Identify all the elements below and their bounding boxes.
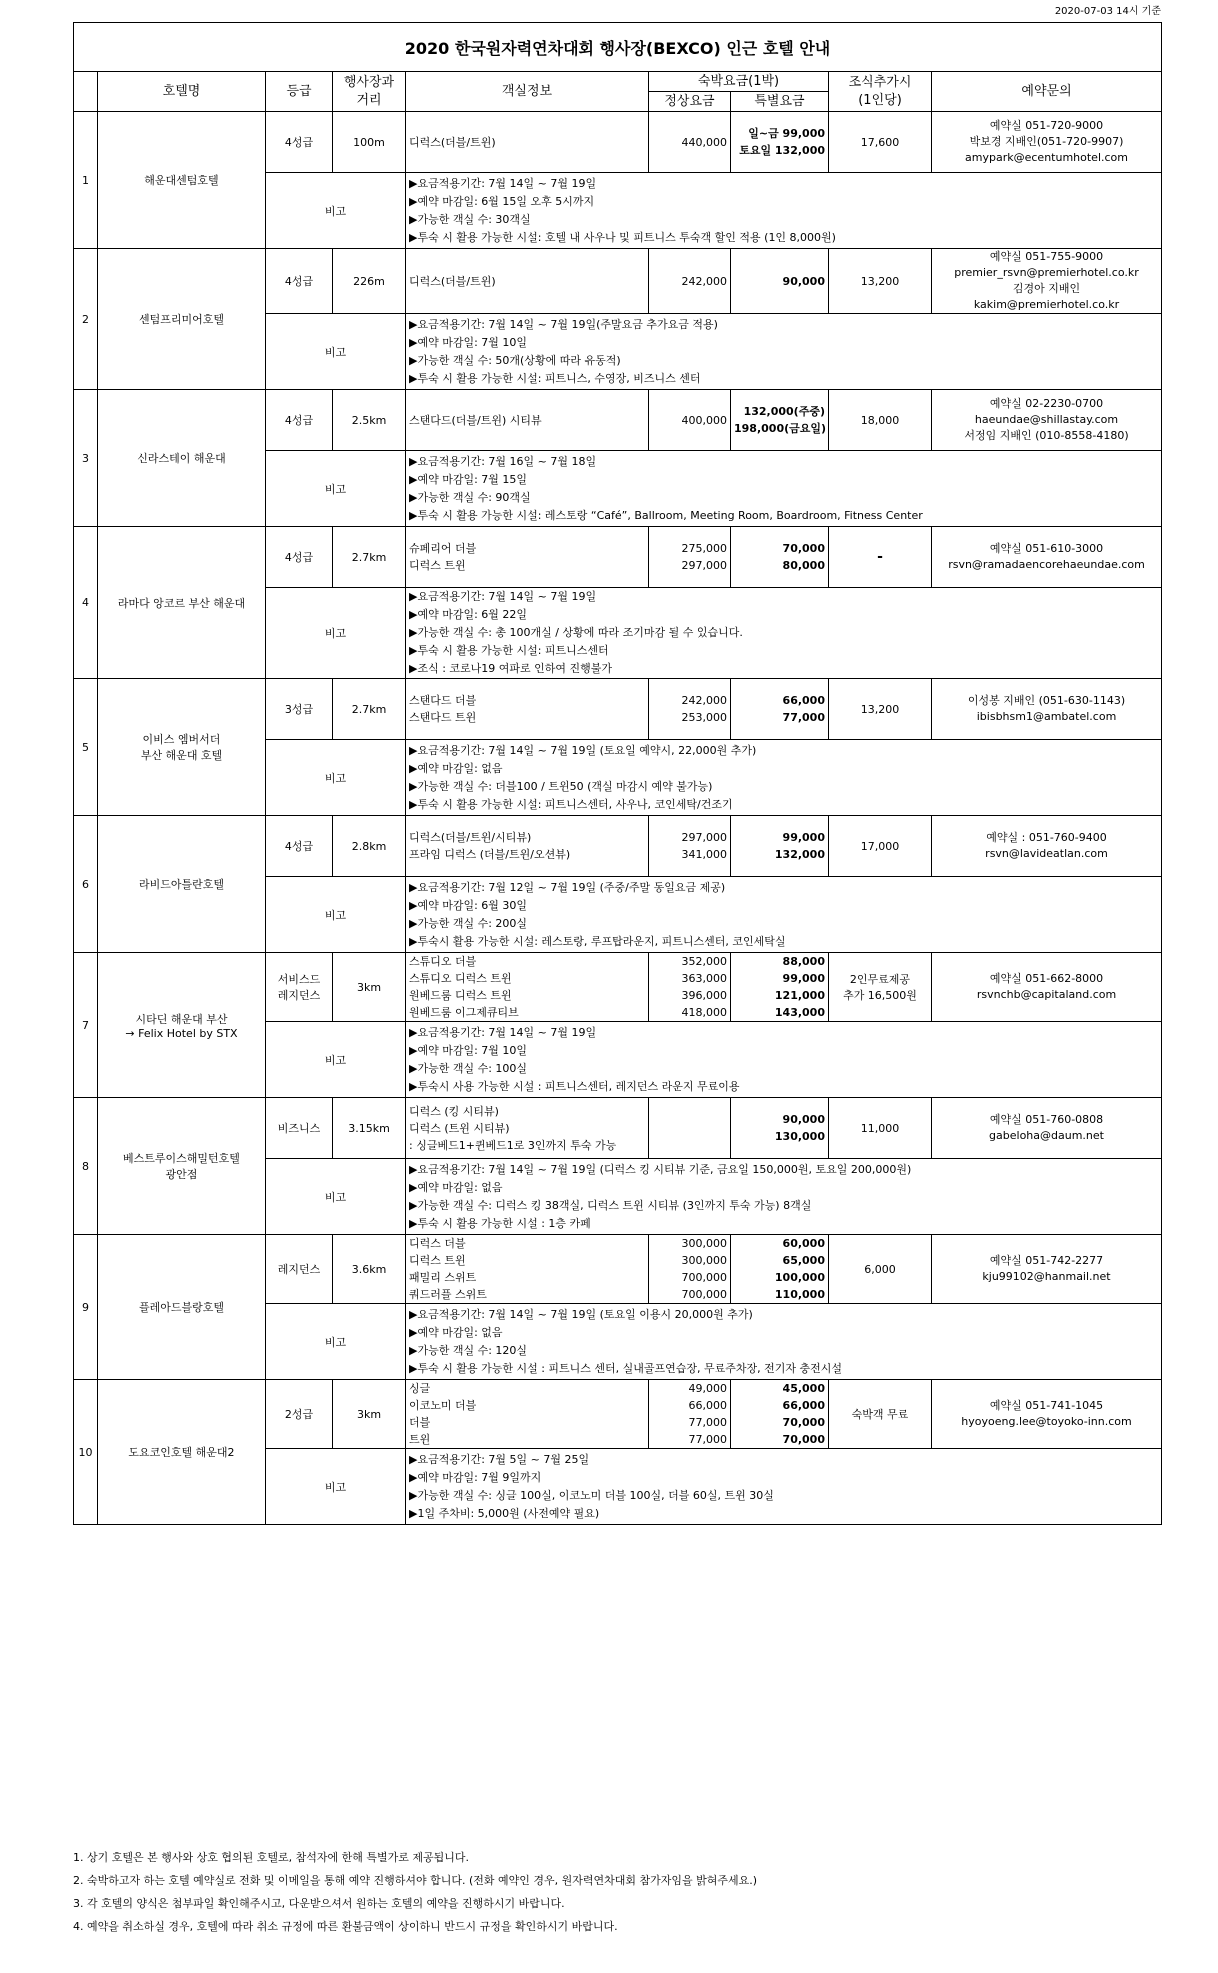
row-number: 3 bbox=[74, 390, 98, 527]
hotel-grade: 서비스드 레지던스 bbox=[266, 953, 333, 1022]
room-info: 디럭스(더블/트윈) bbox=[406, 249, 649, 314]
reservation-contact: 이성봉 지배인 (051-630-1143) ibisbhsm1@ambatel.com bbox=[932, 679, 1162, 740]
regular-rate: 242,000 bbox=[649, 249, 731, 314]
note-label: 비고 bbox=[266, 173, 406, 249]
special-rate: 90,000 130,000 bbox=[731, 1098, 829, 1159]
hotel-notes: ▶요금적용기간: 7월 14일 ~ 7월 19일 ▶예약 마감일: 6월 22일 ▶가능한 객실 수: 총 100개실 / 상황에 따라 조기마감 될 수 있습니다. ▶투숙 시 활용 가능한 시설: 피트니스센터 ▶조식 : 코로나19 여파로 인하여 진행불가 bbox=[406, 588, 1162, 679]
hotel-name: 센텀프리미어호텔 bbox=[98, 249, 266, 390]
hotel-grade: 4성급 bbox=[266, 527, 333, 588]
note-label: 비고 bbox=[266, 877, 406, 953]
footnote-item: 1. 상기 호텔은 본 행사와 상호 협의된 호텔로, 참석자에 한해 특별가로 제공됩니다. bbox=[73, 1851, 469, 1864]
table-row bbox=[74, 1098, 1162, 1159]
header-rooms: 객실정보 bbox=[406, 72, 649, 112]
hotel-distance: 3km bbox=[333, 953, 406, 1022]
note-label: 비고 bbox=[266, 451, 406, 527]
special-rate: 99,000 132,000 bbox=[731, 816, 829, 877]
regular-rate: 300,000 300,000 700,000 700,000 bbox=[649, 1235, 731, 1304]
header-inquiry: 예약문의 bbox=[932, 72, 1162, 112]
reservation-contact: 예약실 02-2230-0700 haeundae@shillastay.com 서정임 지배인 (010-8558-4180) bbox=[932, 390, 1162, 451]
row-number: 9 bbox=[74, 1235, 98, 1380]
breakfast-price: 13,200 bbox=[829, 679, 932, 740]
room-info: 스탠다드 더블 스탠다드 트윈 bbox=[406, 679, 649, 740]
footnotes bbox=[73, 1846, 757, 1938]
hotel-distance: 226m bbox=[333, 249, 406, 314]
hotel-name: 베스트루이스해밀턴호텔 광안점 bbox=[98, 1098, 266, 1235]
regular-rate: 275,000 297,000 bbox=[649, 527, 731, 588]
room-info: 디럭스 (킹 시티뷰) 디럭스 (트윈 시티뷰) : 싱글베드1+퀸베드1로 3인까지 투숙 가능 bbox=[406, 1098, 649, 1159]
hotel-distance: 2.5km bbox=[333, 390, 406, 451]
note-label: 비고 bbox=[266, 1022, 406, 1098]
hotel-grade: 2성급 bbox=[266, 1380, 333, 1449]
header-distance: 행사장과 거리 bbox=[333, 72, 406, 112]
table-row bbox=[74, 1380, 1162, 1449]
special-rate: 일~금 99,000 토요일 132,000 bbox=[731, 112, 829, 173]
row-number: 8 bbox=[74, 1098, 98, 1235]
page-title: 2020 한국원자력연차대회 행사장(BEXCO) 인근 호텔 안내 bbox=[74, 23, 1162, 72]
special-rate: 70,000 80,000 bbox=[731, 527, 829, 588]
row-number: 10 bbox=[74, 1380, 98, 1525]
hotel-name: 신라스테이 해운대 bbox=[98, 390, 266, 527]
hotel-notes: ▶요금적용기간: 7월 14일 ~ 7월 19일 ▶예약 마감일: 7월 10일 ▶가능한 객실 수: 100실 ▶투숙시 사용 가능한 시설 : 피트니스센터, 레지던스 라운지 무료이용 bbox=[406, 1022, 1162, 1098]
footnote-item: 3. 각 호텔의 양식은 첨부파일 확인해주시고, 다운받으셔서 원하는 호텔의 예약을 진행하시기 바랍니다. bbox=[73, 1897, 565, 1910]
row-number: 6 bbox=[74, 816, 98, 953]
special-rate: 88,000 99,000 121,000 143,000 bbox=[731, 953, 829, 1022]
hotel-grade: 4성급 bbox=[266, 249, 333, 314]
row-number: 5 bbox=[74, 679, 98, 816]
special-rate: 60,000 65,000 100,000 110,000 bbox=[731, 1235, 829, 1304]
reservation-contact: 예약실 051-662-8000 rsvnchb@capitaland.com bbox=[932, 953, 1162, 1022]
row-number: 2 bbox=[74, 249, 98, 390]
breakfast-price: 17,000 bbox=[829, 816, 932, 877]
date-stamp: 2020-07-03 14시 기준 bbox=[1054, 6, 1161, 17]
hotel-notes: ▶요금적용기간: 7월 14일 ~ 7월 19일 (토요일 예약시, 22,000원 추가) ▶예약 마감일: 없음 ▶가능한 객실 수: 더블100 / 트윈50 (객실 마감시 예약 불가능) ▶투숙 시 활용 가능한 시설: 피트니스센터, 사우나, 코인세탁/건조기 bbox=[406, 740, 1162, 816]
table-row bbox=[74, 112, 1162, 173]
breakfast-price: 2인무료제공 추가 16,500원 bbox=[829, 953, 932, 1022]
hotel-distance: 100m bbox=[333, 112, 406, 173]
room-info: 싱글 이코노미 더블 더블 트윈 bbox=[406, 1380, 649, 1449]
hotel-name: 이비스 엠버서더 부산 해운대 호텔 bbox=[98, 679, 266, 816]
header-special: 특별요금 bbox=[731, 92, 829, 112]
hotel-notes: ▶요금적용기간: 7월 16일 ~ 7월 18일 ▶예약 마감일: 7월 15일 ▶가능한 객실 수: 90객실 ▶투숙 시 활용 가능한 시설: 레스토랑 “Café”, Ballroom, Meeting Room, Boardroom, Fitness Center bbox=[406, 451, 1162, 527]
reservation-contact: 예약실 051-755-9000 premier_rsvn@premierhotel.co.kr 김경아 지배인 kakim@premierhotel.co.kr bbox=[932, 249, 1162, 314]
note-label: 비고 bbox=[266, 588, 406, 679]
reservation-contact: 예약실 051-741-1045 hyoyoeng.lee@toyoko-inn.com bbox=[932, 1380, 1162, 1449]
note-label: 비고 bbox=[266, 314, 406, 390]
hotel-grade: 4성급 bbox=[266, 816, 333, 877]
regular-rate bbox=[649, 1098, 731, 1159]
hotel-grade: 비즈니스 bbox=[266, 1098, 333, 1159]
special-rate: 66,000 77,000 bbox=[731, 679, 829, 740]
hotel-notes: ▶요금적용기간: 7월 5일 ~ 7월 25일 ▶예약 마감일: 7월 9일까지 ▶가능한 객실 수: 싱글 100실, 이코노미 더블 100실, 더블 60실, 트윈 30실 ▶1일 주차비: 5,000원 (사전예약 필요) bbox=[406, 1449, 1162, 1525]
hotel-name: 시타딘 해운대 부산 → Felix Hotel by STX bbox=[98, 953, 266, 1098]
regular-rate: 242,000 253,000 bbox=[649, 679, 731, 740]
hotel-name: 플레아드블랑호텔 bbox=[98, 1235, 266, 1380]
regular-rate: 440,000 bbox=[649, 112, 731, 173]
header-breakfast: 조식추가시 (1인당) bbox=[829, 72, 932, 112]
header-hotel: 호텔명 bbox=[98, 72, 266, 112]
hotel-name: 라마다 앙코르 부산 해운대 bbox=[98, 527, 266, 679]
table-row bbox=[74, 1235, 1162, 1304]
header-rate: 숙박요금(1박) bbox=[649, 72, 829, 92]
breakfast-price: 17,600 bbox=[829, 112, 932, 173]
row-number: 7 bbox=[74, 953, 98, 1098]
regular-rate: 49,000 66,000 77,000 77,000 bbox=[649, 1380, 731, 1449]
regular-rate: 297,000 341,000 bbox=[649, 816, 731, 877]
reservation-contact: 예약실 051-760-0808 gabeloha@daum.net bbox=[932, 1098, 1162, 1159]
row-number: 1 bbox=[74, 112, 98, 249]
hotel-table bbox=[73, 22, 1162, 1525]
special-rate: 132,000(주중) 198,000(금요일) bbox=[731, 390, 829, 451]
footnote-item: 2. 숙박하고자 하는 호텔 예약실로 전화 및 이메일을 통해 예약 진행하셔야 합니다. (전화 예약인 경우, 원자력연차대회 참가자임을 밝혀주세요.) bbox=[73, 1874, 758, 1887]
reservation-contact: 예약실 051-610-3000 rsvn@ramadaencorehaeundae.com bbox=[932, 527, 1162, 588]
table-row bbox=[74, 953, 1162, 1022]
reservation-contact: 예약실 051-742-2277 kju99102@hanmail.net bbox=[932, 1235, 1162, 1304]
table-row bbox=[74, 249, 1162, 314]
breakfast-price: 11,000 bbox=[829, 1098, 932, 1159]
hotel-notes: ▶요금적용기간: 7월 14일 ~ 7월 19일 ▶예약 마감일: 6월 15일 오후 5시까지 ▶가능한 객실 수: 30객실 ▶투숙 시 활용 가능한 시설: 호텔 내 사우나 및 피트니스 투숙객 할인 적용 (1인 8,000원) bbox=[406, 173, 1162, 249]
special-rate: 45,000 66,000 70,000 70,000 bbox=[731, 1380, 829, 1449]
room-info: 디럭스(더블/트윈) bbox=[406, 112, 649, 173]
table-row bbox=[74, 390, 1162, 451]
note-label: 비고 bbox=[266, 1449, 406, 1525]
table-row bbox=[74, 679, 1162, 740]
room-info: 슈페리어 더블 디럭스 트윈 bbox=[406, 527, 649, 588]
room-info: 디럭스 더블 디럭스 트윈 패밀리 스위트 쿼드러플 스위트 bbox=[406, 1235, 649, 1304]
breakfast-price: - bbox=[829, 527, 932, 588]
footnote-item: 4. 예약을 취소하실 경우, 호텔에 따라 취소 규정에 따른 환불금액이 상이하니 반드시 규정을 확인하시기 바랍니다. bbox=[73, 1920, 618, 1933]
hotel-distance: 2.8km bbox=[333, 816, 406, 877]
hotel-grade: 4성급 bbox=[266, 112, 333, 173]
hotel-name: 라비드아틀란호텔 bbox=[98, 816, 266, 953]
table-row bbox=[74, 816, 1162, 877]
note-label: 비고 bbox=[266, 740, 406, 816]
header-grade: 등급 bbox=[266, 72, 333, 112]
reservation-contact: 예약실 : 051-760-9400 rsvn@lavideatlan.com bbox=[932, 816, 1162, 877]
header-regular: 정상요금 bbox=[649, 92, 731, 112]
room-info: 스튜디오 더블 스튜디오 디럭스 트윈 원베드룸 디럭스 트윈 원베드룸 이그제큐티브 bbox=[406, 953, 649, 1022]
hotel-distance: 3km bbox=[333, 1380, 406, 1449]
breakfast-price: 13,200 bbox=[829, 249, 932, 314]
row-number: 4 bbox=[74, 527, 98, 679]
hotel-distance: 2.7km bbox=[333, 679, 406, 740]
hotel-notes: ▶요금적용기간: 7월 14일 ~ 7월 19일 (디럭스 킹 시티뷰 기준, 금요일 150,000원, 토요일 200,000원) ▶예약 마감일: 없음 ▶가능한 객실 수: 디럭스 킹 38객실, 디럭스 트윈 시티뷰 (3인까지 투숙 가능) 8객실 ▶투숙 시 활용 가능한 시설 : 1층 카페 bbox=[406, 1159, 1162, 1235]
room-info: 디럭스(더블/트윈/시티뷰) 프라임 디럭스 (더블/트윈/오션뷰) bbox=[406, 816, 649, 877]
hotel-distance: 3.6km bbox=[333, 1235, 406, 1304]
breakfast-price: 숙박객 무료 bbox=[829, 1380, 932, 1449]
hotel-notes: ▶요금적용기간: 7월 14일 ~ 7월 19일(주말요금 추가요금 적용) ▶예약 마감일: 7월 10일 ▶가능한 객실 수: 50개(상황에 따라 유동적) ▶투숙 시 활용 가능한 시설: 피트니스, 수영장, 비즈니스 센터 bbox=[406, 314, 1162, 390]
note-label: 비고 bbox=[266, 1159, 406, 1235]
note-label: 비고 bbox=[266, 1304, 406, 1380]
hotel-notes: ▶요금적용기간: 7월 12일 ~ 7월 19일 (주중/주말 동일요금 제공) ▶예약 마감일: 6월 30일 ▶가능한 객실 수: 200실 ▶투숙시 활용 가능한 시설: 레스토랑, 루프탑라운지, 피트니스센터, 코인세탁실 bbox=[406, 877, 1162, 953]
breakfast-price: 18,000 bbox=[829, 390, 932, 451]
hotel-grade: 레지던스 bbox=[266, 1235, 333, 1304]
hotel-grade: 4성급 bbox=[266, 390, 333, 451]
reservation-contact: 예약실 051-720-9000 박보경 지배인(051-720-9907) amypark@ecentumhotel.com bbox=[932, 112, 1162, 173]
hotel-grade: 3성급 bbox=[266, 679, 333, 740]
table-row bbox=[74, 527, 1162, 588]
hotel-distance: 3.15km bbox=[333, 1098, 406, 1159]
room-info: 스탠다드(더블/트윈) 시티뷰 bbox=[406, 390, 649, 451]
hotel-name: 해운대센텀호텔 bbox=[98, 112, 266, 249]
breakfast-price: 6,000 bbox=[829, 1235, 932, 1304]
hotel-distance: 2.7km bbox=[333, 527, 406, 588]
hotel-name: 도요코인호텔 해운대2 bbox=[98, 1380, 266, 1525]
header-no bbox=[74, 72, 98, 112]
regular-rate: 352,000 363,000 396,000 418,000 bbox=[649, 953, 731, 1022]
regular-rate: 400,000 bbox=[649, 390, 731, 451]
special-rate: 90,000 bbox=[731, 249, 829, 314]
hotel-notes: ▶요금적용기간: 7월 14일 ~ 7월 19일 (토요일 이용시 20,000원 추가) ▶예약 마감일: 없음 ▶가능한 객실 수: 120실 ▶투숙 시 활용 가능한 시설 : 피트니스 센터, 실내골프연습장, 무료주차장, 전기자 충전시설 bbox=[406, 1304, 1162, 1380]
